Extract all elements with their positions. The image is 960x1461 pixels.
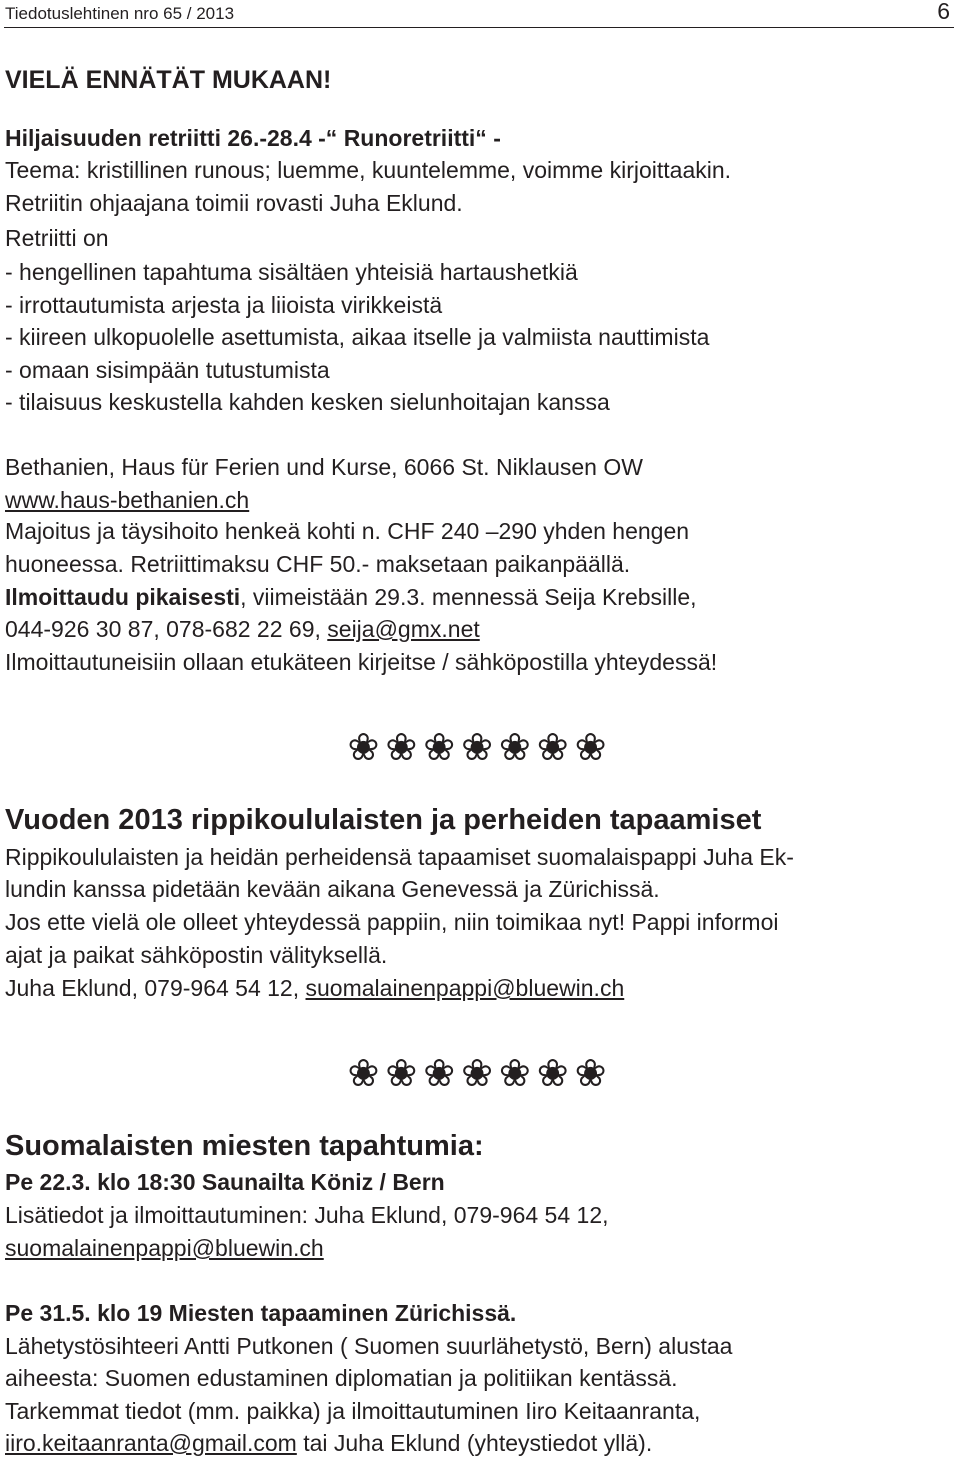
registration-emphasis: Ilmoittaudu pikaisesti — [5, 584, 241, 610]
email-link[interactable]: suomalainenpappi@bluewin.ch — [5, 1235, 324, 1261]
registration-line — [5, 586, 697, 609]
retreat-heading: VIELÄ ENNÄTÄT MUKAAN! — [5, 66, 332, 94]
retreat-point: - tilaisuus keskustella kahden kesken sielunhoitajan kanssa — [5, 389, 610, 415]
contact-tail: tai Juha Eklund (yhteystiedot yllä). — [296, 1430, 653, 1456]
event-title: Pe 22.3. klo 18:30 Saunailta Köniz / Bern — [5, 1169, 445, 1195]
retreat-subheading: Hiljaisuuden retriitti 26.-28.4 -“ Runoretriitti“ - — [5, 125, 501, 151]
event-info: aiheesta: Suomen edustaminen diplomatian ja politiikan kentässä. — [5, 1365, 678, 1391]
event-title: Pe 31.5. klo 19 Miesten tapaaminen Zürichissä. — [5, 1300, 517, 1326]
venue-address: Bethanien, Haus für Ferien und Kurse, 6066 St. Niklausen OW — [5, 454, 643, 480]
retreat-point: - hengellinen tapahtuma sisältäen yhteisiä hartaushetkiä — [5, 259, 578, 285]
retreat-intro: Retriitti on — [5, 225, 109, 251]
registration-deadline: , viimeistään 29.3. mennessä Seija Krebsille, — [240, 584, 697, 610]
phone-numbers: 044-926 30 87, 078-682 22 69, — [5, 616, 328, 642]
contact-line — [5, 1432, 652, 1455]
email-link[interactable]: seija@gmx.net — [327, 616, 480, 642]
confirmation-note: Ilmoittautuneisiin ollaan etukäteen kirjeitse / sähköpostilla yhteydessä! — [5, 649, 718, 675]
email-link[interactable]: suomalainenpappi@bluewin.ch — [305, 975, 625, 1001]
event-info: Lähetystösihteeri Antti Putkonen ( Suomen suurlähetystö, Bern) alustaa — [5, 1333, 733, 1359]
paragraph-line: lundin kanssa pidetään kevään aikana Genevessä ja Zürichissä. — [5, 876, 660, 902]
contact-line — [5, 977, 624, 1000]
retreat-theme: Teema: kristillinen runous; luemme, kuuntelemme, voimme kirjoittaakin. — [5, 157, 732, 183]
paragraph-line: Rippikoululaisten ja heidän perheidensä tapaamiset suomalaispappi Juha Ek- — [5, 844, 794, 870]
email-link[interactable]: iiro.keitaanranta@gmail.com — [5, 1430, 297, 1456]
contact-phone: Juha Eklund, 079-964 54 12, — [5, 975, 306, 1001]
venue-link[interactable]: www.haus-bethanien.ch — [5, 487, 250, 513]
section-heading: Vuoden 2013 rippikoululaisten ja perheiden tapaamiset — [5, 804, 762, 836]
price-line: Majoitus ja täysihoito henkeä kohti n. CHF 240 –290 yhden hengen — [5, 518, 690, 544]
price-line: huoneessa. Retriittimaksu CHF 50.- maksetaan paikanpäällä. — [5, 551, 631, 577]
retreat-point: - irrottautumista arjesta ja liioista virikkeistä — [5, 292, 443, 318]
paragraph-line: Jos ette vielä ole olleet yhteydessä pappiin, niin toimikaa nyt! Pappi informoi — [5, 909, 779, 935]
contact-line — [5, 618, 480, 641]
page-number: 6 — [937, 0, 950, 24]
flower-divider: ❀❀❀❀❀❀❀ — [347, 725, 613, 769]
section-heading: Suomalaisten miesten tapahtumia: — [5, 1130, 484, 1162]
event-info: Lisätiedot ja ilmoittautuminen: Juha Eklund, 079-964 54 12, — [5, 1202, 609, 1228]
header-rule — [4, 27, 954, 28]
paragraph-line: ajat ja paikat sähköpostin välityksellä. — [5, 942, 388, 968]
event-info: Tarkemmat tiedot (mm. paikka) ja ilmoittautuminen Iiro Keitaanranta, — [5, 1398, 701, 1424]
retreat-point: - kiireen ulkopuolelle asettumista, aikaa itselle ja valmiista nauttimista — [5, 324, 710, 350]
retreat-leader: Retriitin ohjaajana toimii rovasti Juha Eklund. — [5, 190, 463, 216]
retreat-point: - omaan sisimpään tutustumista — [5, 357, 330, 383]
newsletter-title: Tiedotuslehtinen nro 65 / 2013 — [5, 4, 235, 23]
flower-divider: ❀❀❀❀❀❀❀ — [347, 1051, 613, 1095]
